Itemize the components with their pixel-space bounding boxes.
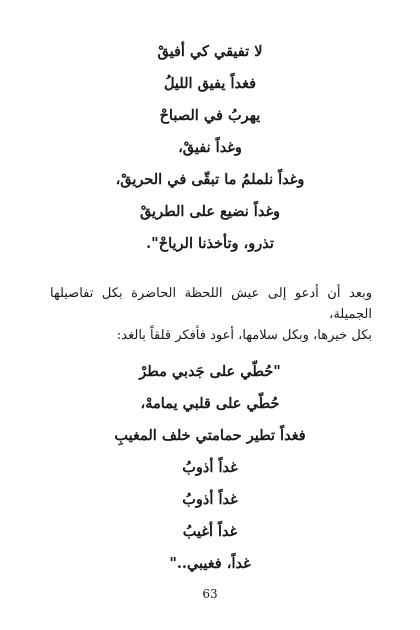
poem-line: وغداً نضيع على الطريقْ <box>139 203 281 220</box>
poem-line: غداً أذوبُ <box>182 459 238 476</box>
poem-line: لا تفيقي كي أفيقْ <box>157 43 263 60</box>
poem-line: وغداً نفيقْ، <box>178 139 242 156</box>
poem-line: غداً، فغيبي.." <box>169 555 251 572</box>
page-number: 63 <box>202 587 218 601</box>
poem-line: تذرو، وتأخذنا الرياحْ". <box>146 235 274 252</box>
prose-line: وبعد أن أدعو إلى عيش اللحظة الحاضرة بكل تفاصيلها الجميلة، <box>50 286 372 322</box>
poem-line: يهربُ في الصباحْ <box>159 107 261 124</box>
poem-line: "حُطّي على جَدبي مطرْ <box>139 363 281 380</box>
poem-line: غداً أذوبُ <box>182 491 238 508</box>
poem-line: فغداً تطير حمامتي خلف المغيبِ <box>114 427 306 444</box>
poem-line: وغداً نلملمُ ما تبقّى في الحريقْ، <box>115 171 305 188</box>
poem-line: فغداً يفيق الليلُ <box>163 75 257 92</box>
poem-line: حُطّي على قلبي يمامهْ، <box>140 395 280 412</box>
prose-line: بكل خيرها، وبكل سلامها، أعود فأفكر قلقاً بالغد: <box>116 328 372 343</box>
poem-line: غداً أغيبُ <box>182 523 238 540</box>
prose-paragraph <box>50 283 372 346</box>
